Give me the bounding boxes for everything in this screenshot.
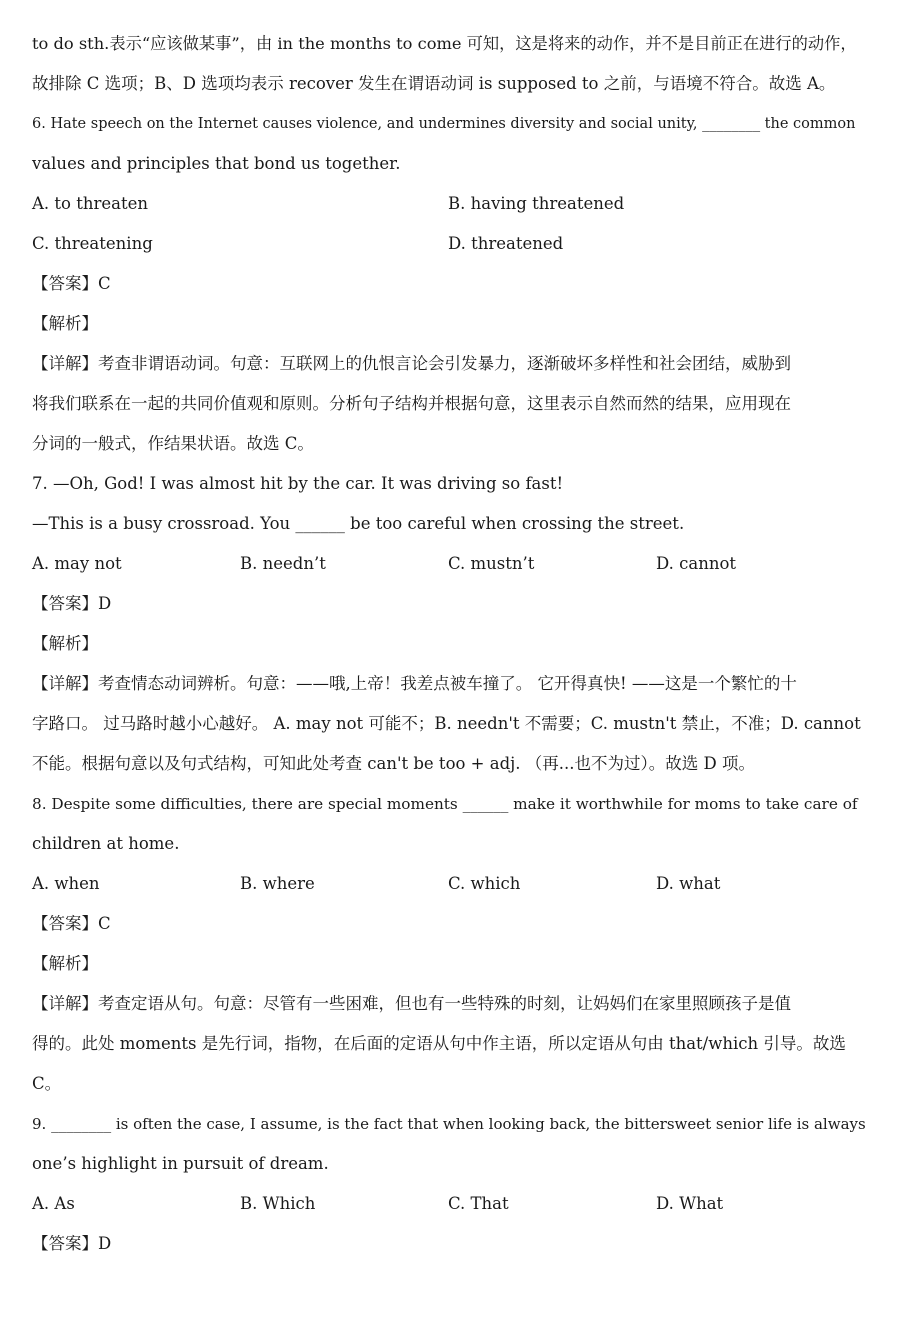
q6-option-b: B. having threatened — [448, 194, 625, 213]
q9-stem: 9. ________ is often the case, I assume, is the fact that when looking back, the bittersweet senior life is always — [32, 1115, 866, 1133]
q8-option-a: A. when — [32, 874, 100, 893]
q9-answer: 【答案】D — [32, 1234, 112, 1253]
q8-answer: 【答案】C — [32, 914, 111, 933]
q9-option-d: D. What — [656, 1194, 724, 1213]
q9-stem-cont: one’s highlight in pursuit of dream. — [32, 1154, 329, 1173]
q7-stem-cont: —This is a busy crossroad. You ______ be too careful when crossing the street. — [32, 514, 685, 533]
prev-explanation-line: 故排除 C 选项；B、D 选项均表示 recover 发生在谓语动词 is supposed to 之前，与语境不符合。故选 A。 — [32, 74, 836, 93]
q8-stem: 8. Despite some difficulties, there are special moments ______ make it worthwhile for moms to take care of — [32, 795, 858, 813]
q8-detail-line: 得的。此处 moments 是先行词，指物，在后面的定语从句中作主语，所以定语从句由 that/which 引导。故选 — [32, 1034, 846, 1053]
q7-options-row — [32, 544, 866, 584]
q7-option-d: D. cannot — [656, 554, 737, 573]
q8-options-row — [32, 864, 866, 904]
q8-detail-line: 【详解】考查定语从句。句意：尽管有一些困难，但也有一些特殊的时刻，让妈妈们在家里照顾孩子是值 — [32, 994, 791, 1013]
q7-answer: 【答案】D — [32, 594, 112, 613]
q7-option-b: B. needn’t — [240, 554, 326, 573]
q8-analysis-heading: 【解析】 — [32, 954, 98, 973]
q7-option-a: A. may not — [32, 554, 122, 573]
q8-stem-cont: children at home. — [32, 834, 180, 853]
q7-analysis-heading: 【解析】 — [32, 634, 98, 653]
prev-explanation-line: to do sth.表示“应该做某事”，由 in the months to come 可知，这是将来的动作，并不是目前正在进行的动作， — [32, 34, 857, 53]
q9-option-a: A. As — [32, 1194, 75, 1213]
q6-stem: 6. Hate speech on the Internet causes violence, and undermines diversity and social unity, ________ the common — [32, 116, 856, 132]
q6-option-c: C. threatening — [32, 234, 153, 253]
q6-options-row — [32, 224, 866, 264]
q8-option-c: C. which — [448, 874, 521, 893]
q6-stem-cont: values and principles that bond us together. — [32, 154, 401, 173]
q7-stem: 7. —Oh, God! I was almost hit by the car. It was driving so fast! — [32, 474, 564, 493]
q9-option-b: B. Which — [240, 1194, 316, 1213]
q8-option-d: D. what — [656, 874, 721, 893]
q6-answer: 【答案】C — [32, 274, 111, 293]
q6-detail-line: 【详解】考查非谓语动词。句意：互联网上的仇恨言论会引发暴力，逐渐破坏多样性和社会团结，威胁到 — [32, 354, 791, 373]
q6-analysis-heading: 【解析】 — [32, 314, 98, 333]
q7-detail-line: 字路口。 过马路时越小心越好。 A. may not 可能不；B. needn't 不需要；C. mustn't 禁止，不准；D. cannot — [32, 714, 861, 733]
q6-detail-line: 将我们联系在一起的共同价值观和原则。分析句子结构并根据句意，这里表示自然而然的结果，应用现在 — [32, 394, 791, 413]
q7-detail-line: 【详解】考查情态动词辨析。句意：——哦,上帝！我差点被车撞了。 它开得真快! ——这是一个繁忙的十 — [32, 674, 797, 693]
q6-option-a: A. to threaten — [32, 194, 148, 213]
q7-option-c: C. mustn’t — [448, 554, 535, 573]
q6-detail-line: 分词的一般式，作结果状语。故选 C。 — [32, 434, 314, 453]
q8-detail-line: C。 — [32, 1074, 62, 1093]
q7-detail-line: 不能。根据句意以及句式结构，可知此处考查 can't be too + adj. （再...也不为过）。故选 D 项。 — [32, 754, 755, 773]
q6-options-row — [32, 184, 866, 224]
q6-option-d: D. threatened — [448, 234, 564, 253]
q8-option-b: B. where — [240, 874, 315, 893]
q9-option-c: C. That — [448, 1194, 509, 1213]
q9-options-row — [32, 1184, 866, 1224]
